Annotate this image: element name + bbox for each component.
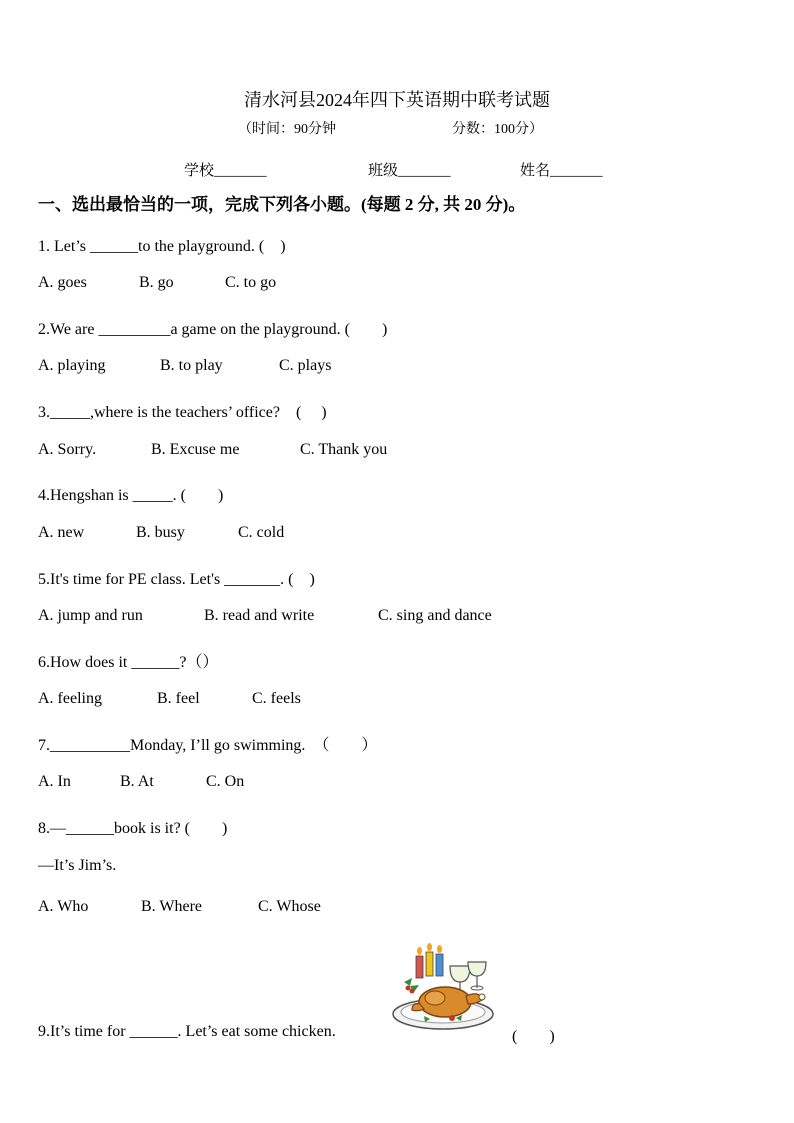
question-2-options [38, 357, 331, 375]
question-6-options [38, 690, 301, 708]
option-c[interactable]: C. feels [252, 690, 301, 707]
option-c[interactable]: C. cold [238, 524, 285, 541]
option-c[interactable]: C. to go [225, 274, 277, 291]
question-7-stem: 7.__________Monday, I’ll go swimming. （ ） [38, 737, 378, 754]
option-b[interactable]: B. go [139, 274, 174, 291]
section-heading: 一、选出最恰当的一项，完成下列各小题。(每题 2 分, 共 20 分)。 [38, 195, 526, 214]
option-c[interactable]: C. Whose [258, 898, 321, 915]
roast-chicken-candles-illustration [390, 942, 496, 1032]
question-4-options [38, 524, 284, 542]
option-a[interactable]: A. new [38, 524, 85, 541]
option-a[interactable]: A. In [38, 773, 71, 790]
question-8-answer-line: —It’s Jim’s. [38, 857, 117, 874]
option-b[interactable]: B. busy [136, 524, 185, 541]
class-field[interactable]: 班级_______ [368, 163, 451, 179]
option-c[interactable]: C. Thank you [300, 441, 388, 458]
page-title: 清水河县2024年四下英语期中联考试题 [244, 90, 550, 110]
option-b[interactable]: B. to play [160, 357, 223, 374]
question-4-stem: 4.Hengshan is _____. ( ) [38, 487, 224, 504]
school-field[interactable]: 学校_______ [184, 163, 267, 179]
option-a[interactable]: A. playing [38, 357, 106, 374]
option-b[interactable]: B. feel [157, 690, 200, 707]
option-b[interactable]: B. Excuse me [151, 441, 240, 458]
option-b[interactable]: B. Where [141, 898, 203, 915]
option-b[interactable]: B. read and write [204, 607, 315, 624]
question-2-stem: 2.We are _________a game on the playground. ( ) [38, 321, 388, 338]
option-a[interactable]: A. Sorry. [38, 441, 97, 458]
option-c[interactable]: C. plays [279, 357, 332, 374]
option-c[interactable]: C. sing and dance [378, 607, 492, 624]
option-a[interactable]: A. goes [38, 274, 87, 291]
option-c[interactable]: C. On [206, 773, 245, 790]
question-9-stem: 9.It’s time for ______. Let’s eat some chicken. [38, 1023, 336, 1040]
question-3-stem: 3._____,where is the teachers’ office? ( ) [38, 404, 327, 421]
question-3-options [38, 441, 387, 459]
option-a[interactable]: A. jump and run [38, 607, 143, 624]
question-6-stem: 6.How does it ______?（） [38, 654, 219, 671]
option-b[interactable]: B. At [120, 773, 154, 790]
exam-time: （时间：90分钟 [238, 122, 336, 137]
question-9-answer-paren: ( ) [512, 1028, 555, 1045]
exam-score: 分数：100分） [452, 122, 543, 137]
question-5-options [38, 607, 492, 625]
question-8-options [38, 898, 321, 916]
option-a[interactable]: A. Who [38, 898, 89, 915]
question-7-options [38, 773, 244, 791]
question-8-stem: 8.—______book is it? ( ) [38, 820, 228, 837]
question-5-stem: 5.It's time for PE class. Let's _______. ( ) [38, 571, 315, 588]
name-field[interactable]: 姓名_______ [520, 163, 603, 179]
question-1-stem: 1. Let’s ______to the playground. ( ) [38, 238, 286, 255]
option-a[interactable]: A. feeling [38, 690, 102, 707]
question-1-options [38, 274, 276, 292]
